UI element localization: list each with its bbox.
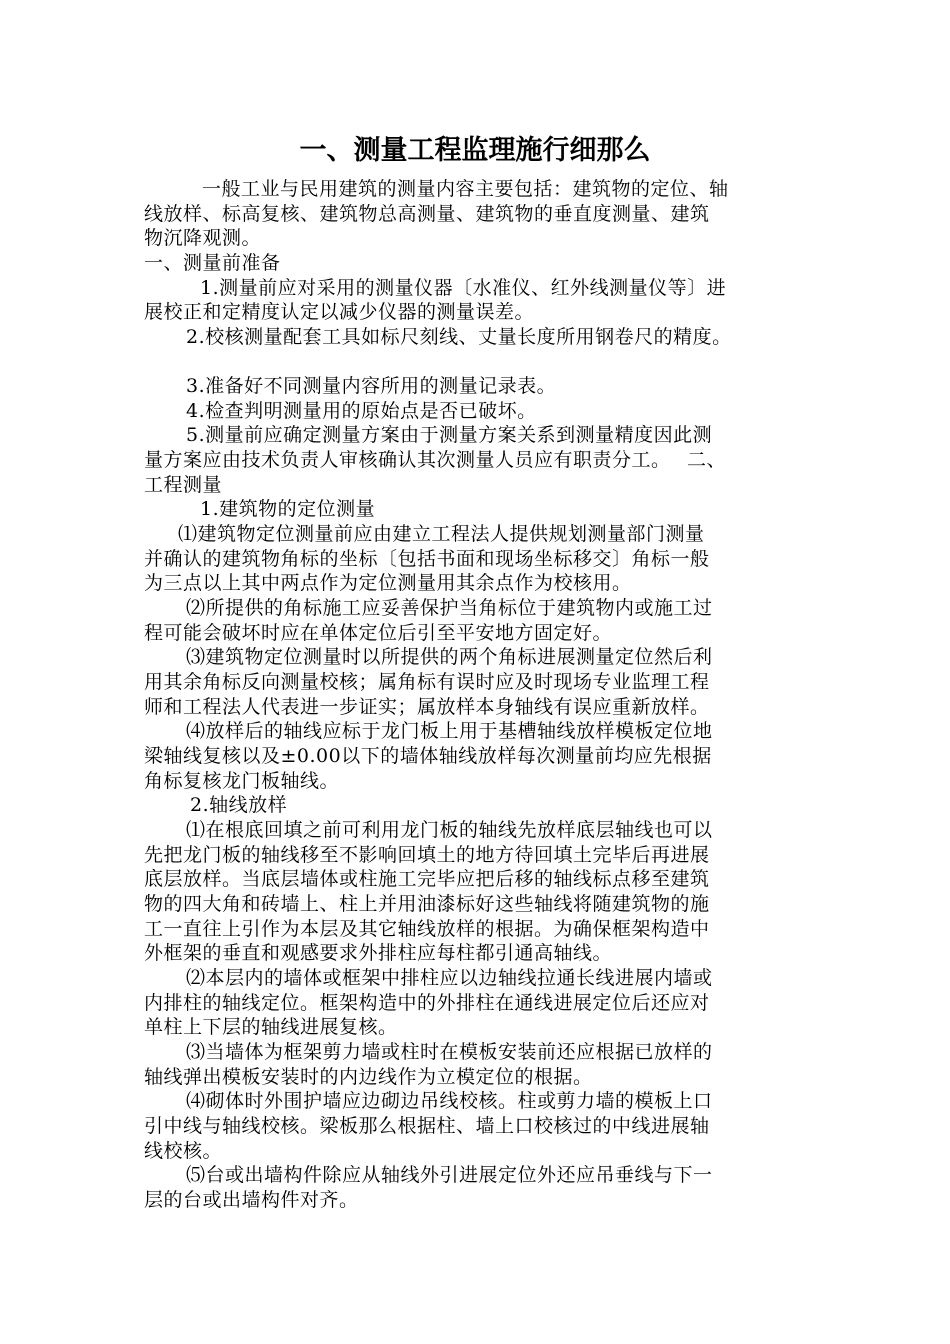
text-line: 先把龙门板的轴线移至不影响回填土的地方待回填土完毕后再进展 <box>144 844 710 866</box>
text-line: ⑴建筑物定位测量前应由建立工程法人提供规划测量部门测量 <box>178 523 705 545</box>
text-line: 角标复核龙门板轴线。 <box>144 770 340 792</box>
text-line: 物的四大角和砖墙上、柱上并用油漆标好这些轴线将随建筑物的施 <box>144 893 710 915</box>
text-line: 1.测量前应对采用的测量仪器〔水准仪、红外线测量仪等〕进 <box>200 277 727 299</box>
subsection-heading: 1.建筑物的定位测量 <box>200 498 376 520</box>
text-line: 3.准备好不同测量内容所用的测量记录表。 <box>186 375 557 397</box>
text-line: 层的台或出墙构件对齐。 <box>144 1189 359 1211</box>
text-line: 梁轴线复核以及±0.00以下的墙体轴线放样每次测量前均应先根据 <box>144 745 712 767</box>
text-line: ⑶当墙体为框架剪力墙或柱时在模板安装前还应根据已放样的 <box>186 1041 713 1063</box>
text-line: 线校核。 <box>144 1140 223 1162</box>
text-line: 量方案应由技术负责人审核确认其次测量人员应有职责分工。 二、 <box>144 449 727 471</box>
text-line: 展校正和定精度认定以减少仪器的测量误差。 <box>144 301 535 323</box>
text-line: ⑷放样后的轴线应标于龙门板上用于基槽轴线放样模板定位地 <box>186 720 713 742</box>
text-line: 单柱上下层的轴线进展复核。 <box>144 1016 398 1038</box>
section-heading: 工程测量 <box>144 474 223 496</box>
document-title: 一、测量工程监理施行细那么 <box>299 135 651 166</box>
section-heading: 一、测量前准备 <box>144 252 281 274</box>
text-line: 线放样、标高复核、建筑物总高测量、建筑物的垂直度测量、建筑 <box>144 203 710 225</box>
text-line: 师和工程法人代表进一步证实；属放样本身轴线有误应重新放样。 <box>144 696 710 718</box>
text-line: ⑵本层内的墙体或框架中排柱应以边轴线拉通长线进展内墙或 <box>186 967 713 989</box>
text-line: ⑶建筑物定位测量时以所提供的两个角标进展测量定位然后利 <box>186 646 713 668</box>
text-line: 引中线与轴线校核。梁板那么根据柱、墙上口校核过的中线进展轴 <box>144 1115 710 1137</box>
text-line: ⑷砌体时外围护墙应边砌边吊线校核。柱或剪力墙的模板上口 <box>186 1090 713 1112</box>
text-line: 用其余角标反向测量校核；属角标有误时应及时现场专业监理工程 <box>144 671 710 693</box>
text-line: 内排柱的轴线定位。框架构造中的外排柱在通线进展定位后还应对 <box>144 992 710 1014</box>
text-line: ⑸台或出墙构件除应从轴线外引进展定位外还应吊垂线与下一 <box>186 1164 713 1186</box>
text-line: 轴线弹出模板安装时的内边线作为立模定位的根据。 <box>144 1066 593 1088</box>
text-line: 2.校核测量配套工具如标尺刻线、丈量长度所用钢卷尺的精度。 <box>186 326 732 348</box>
subsection-heading: 2.轴线放样 <box>190 794 288 816</box>
text-line: 为三点以上其中两点作为定位测量用其余点作为校核用。 <box>144 572 632 594</box>
text-line: 底层放样。当底层墙体或柱施工完毕应把后移的轴线标点移至建筑 <box>144 868 710 890</box>
text-line: 物沉降观测。 <box>144 227 262 249</box>
text-line: 一般工业与民用建筑的测量内容主要包括：建筑物的定位、轴 <box>202 178 729 200</box>
text-line: ⑵所提供的角标施工应妥善保护当角标位于建筑物内或施工过 <box>186 597 713 619</box>
text-line: 5.测量前应确定测量方案由于测量方案关系到测量精度因此测 <box>186 424 713 446</box>
text-line: ⑴在根底回填之前可利用龙门板的轴线先放样底层轴线也可以 <box>186 819 713 841</box>
text-line: 工一直往上引作为本层及其它轴线放样的根据。为确保框架构造中 <box>144 918 710 940</box>
text-line: 4.检查判明测量用的原始点是否已破坏。 <box>186 400 537 422</box>
text-line: 并确认的建筑物角标的坐标〔包括书面和现场坐标移交〕角标一般 <box>144 548 710 570</box>
text-line: 外框架的垂直和观感要求外排柱应每柱都引通高轴线。 <box>144 942 613 964</box>
text-line: 程可能会破坏时应在单体定位后引至平安地方固定好。 <box>144 622 613 644</box>
